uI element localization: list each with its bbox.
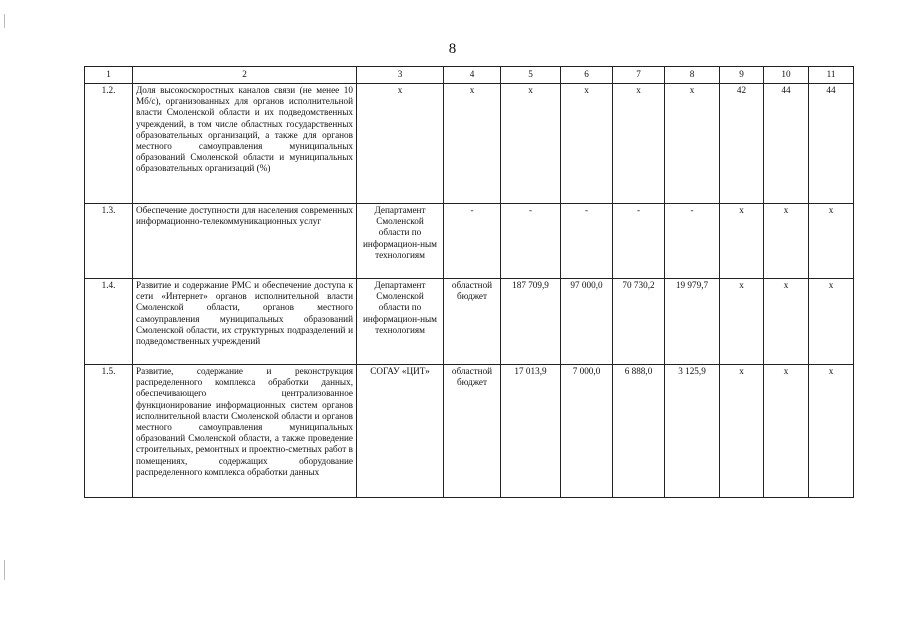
column-number: 11 — [809, 67, 854, 84]
row-executor: Департамент Смоленской области по информацион-ным технологиям — [357, 204, 444, 279]
row-funding-source: x — [444, 84, 501, 204]
row-value-col8: 3 125,9 — [665, 365, 720, 498]
row-value-col5: x — [501, 84, 561, 204]
column-number: 10 — [764, 67, 809, 84]
column-number: 7 — [613, 67, 665, 84]
row-value-col10: x — [764, 204, 809, 279]
row-funding-source: областной бюджет — [444, 279, 501, 365]
row-value-col9: x — [720, 279, 764, 365]
row-value-col7: 6 888,0 — [613, 365, 665, 498]
row-funding-source: областной бюджет — [444, 365, 501, 498]
row-number: 1.3. — [85, 204, 133, 279]
row-value-col10: 44 — [764, 84, 809, 204]
program-table — [84, 66, 854, 498]
row-executor: Департамент Смоленской области по информацион-ным технологиям — [357, 279, 444, 365]
page-number: 8 — [448, 41, 457, 57]
row-value-col9: x — [720, 204, 764, 279]
row-value-col11: x — [809, 279, 854, 365]
column-number: 1 — [85, 67, 133, 84]
row-value-col11: x — [809, 204, 854, 279]
row-description: Развитие и содержание РМС и обеспечение доступа к сети «Интернет» органов исполнительной власти Смоленской области, органов местного самоуправления муниципальных образований Смоленской области, их структурных подразделений и подведомственных учреждений — [133, 279, 357, 365]
column-number: 2 — [133, 67, 357, 84]
scan-edge-mark — [4, 560, 5, 580]
row-value-col7: - — [613, 204, 665, 279]
row-value-col5: 187 709,9 — [501, 279, 561, 365]
row-value-col9: x — [720, 365, 764, 498]
row-value-col10: x — [764, 365, 809, 498]
column-number: 9 — [720, 67, 764, 84]
column-number: 5 — [501, 67, 561, 84]
row-description: Обеспечение доступности для населения современных информационно-телекоммуникационных услуг — [133, 204, 357, 279]
row-value-col8: 19 979,7 — [665, 279, 720, 365]
table-row — [85, 204, 854, 279]
row-value-col6: - — [561, 204, 613, 279]
row-number: 1.5. — [85, 365, 133, 498]
row-number: 1.4. — [85, 279, 133, 365]
table-row — [85, 279, 854, 365]
row-value-col11: 44 — [809, 84, 854, 204]
row-description: Доля высокоскоростных каналов связи (не менее 10 Мб/с), организованных для органов исполнительной власти Смоленской области и их подведомственных учреждений, в том числе областных государственных образовательных организаций, а также для органов местного самоуправления муниципальных образований Смоленской области и муниципальных образовательных организаций (%) — [133, 84, 357, 204]
row-value-col5: - — [501, 204, 561, 279]
row-value-col7: x — [613, 84, 665, 204]
scan-edge-mark — [4, 14, 5, 28]
row-description: Развитие, содержание и реконструкция распределенного комплекса обработки данных, обеспечивающего централизованное функционирование информационных систем органов исполнительной власти Смоленской области и органов местного самоуправления муниципальных образований Смоленской области, а также проведение строительных, ремонтных и проектно-сметных работ в помещениях, содержащих оборудование распределенного комплекса обработки данных — [133, 365, 357, 498]
row-value-col6: 97 000,0 — [561, 279, 613, 365]
row-value-col9: 42 — [720, 84, 764, 204]
row-value-col6: 7 000,0 — [561, 365, 613, 498]
row-executor: x — [357, 84, 444, 204]
column-number: 4 — [444, 67, 501, 84]
table-row — [85, 365, 854, 498]
row-value-col8: - — [665, 204, 720, 279]
row-funding-source: - — [444, 204, 501, 279]
row-number: 1.2. — [85, 84, 133, 204]
row-value-col5: 17 013,9 — [501, 365, 561, 498]
column-number: 3 — [357, 67, 444, 84]
row-value-col6: x — [561, 84, 613, 204]
row-value-col11: x — [809, 365, 854, 498]
row-value-col8: x — [665, 84, 720, 204]
row-executor: СОГАУ «ЦИТ» — [357, 365, 444, 498]
column-number: 6 — [561, 67, 613, 84]
row-value-col7: 70 730,2 — [613, 279, 665, 365]
table-row — [85, 84, 854, 204]
row-value-col10: x — [764, 279, 809, 365]
column-number-row — [85, 67, 854, 84]
column-number: 8 — [665, 67, 720, 84]
